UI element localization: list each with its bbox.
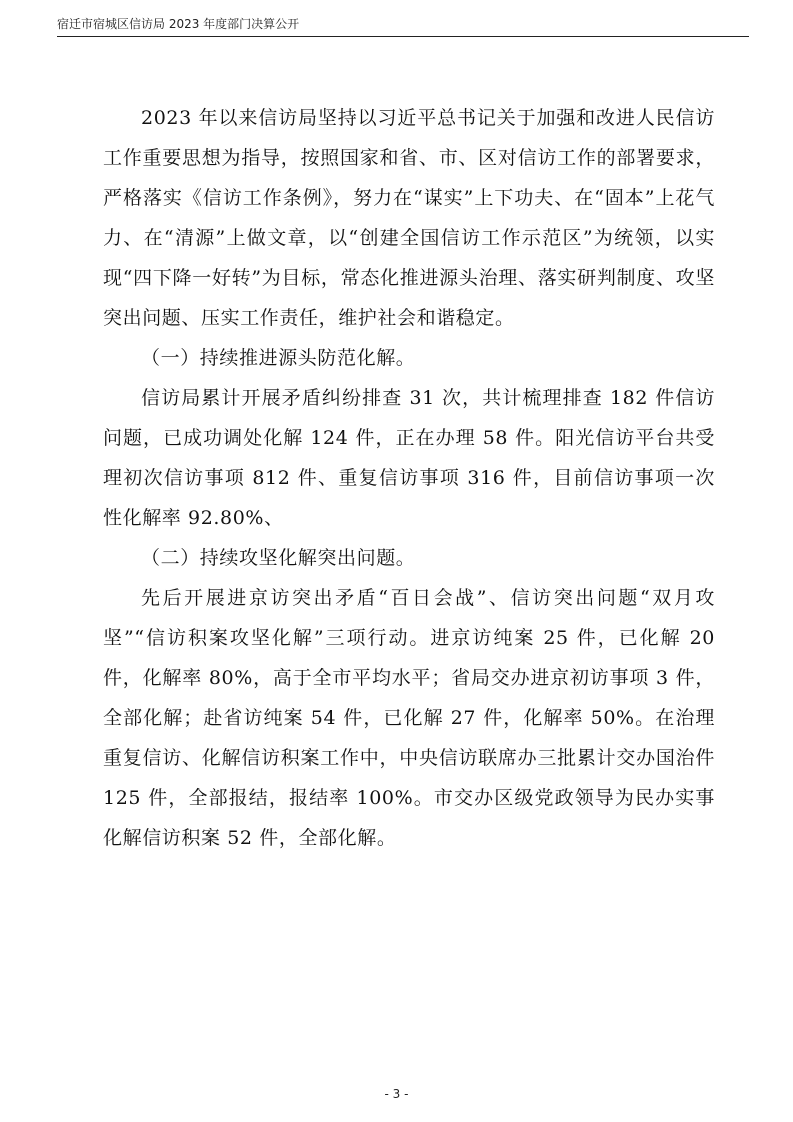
section-heading-2: （二）持续攻坚化解突出问题。 (141, 547, 416, 569)
paragraph-section-1: 信访局累计开展矛盾纠纷排查 31 次，共计梳理排查 182 件信访问题，已成功调处化解 124 件，正在办理 58 件。阳光信访平台共受理初次信访事项 812 件、重复信访事项 316 件，目前信访事项一次性化解率 92.80%、 (103, 387, 715, 529)
paragraph-intro: 2023 年以来信访局坚持以习近平总书记关于加强和改进人民信访工作重要思想为指导，按照国家和省、市、区对信访工作的部署要求，严格落实《信访工作条例》，努力在“谋实”上下功夫、在“固本”上花气力、在“清源”上做文章，以“创建全国信访工作示范区”为统领，以实现“四下降一好转”为目标，常态化推进源头治理、落实研判制度、攻坚突出问题、压实工作责任，维护社会和谐稳定。 (103, 107, 715, 329)
page-number: - 3 - (384, 1087, 409, 1101)
header-title: 宿迁市宿城区信访局 2023 年度部门决算公开 (57, 17, 300, 31)
running-header (57, 14, 749, 37)
document-body (103, 98, 715, 858)
section-heading-1: （一）持续推进源头防范化解。 (141, 347, 416, 369)
paragraph-section-2: 先后开展进京访突出矛盾“百日会战”、信访突出问题“双月攻坚”“信访积案攻坚化解”三项行动。进京访纯案 25 件，已化解 20 件，化解率 80%，高于全市平均水平；省局交办进京初访事项 3 件，全部化解；赴省访纯案 54 件，已化解 27 件，化解率 50%。在治理重复信访、化解信访积案工作中，中央信访联席办三批累计交办国治件 125 件，全部报结，报结率 100%。市交办区级党政领导为民办实事化解信访积案 52 件，全部化解。 (103, 587, 715, 849)
